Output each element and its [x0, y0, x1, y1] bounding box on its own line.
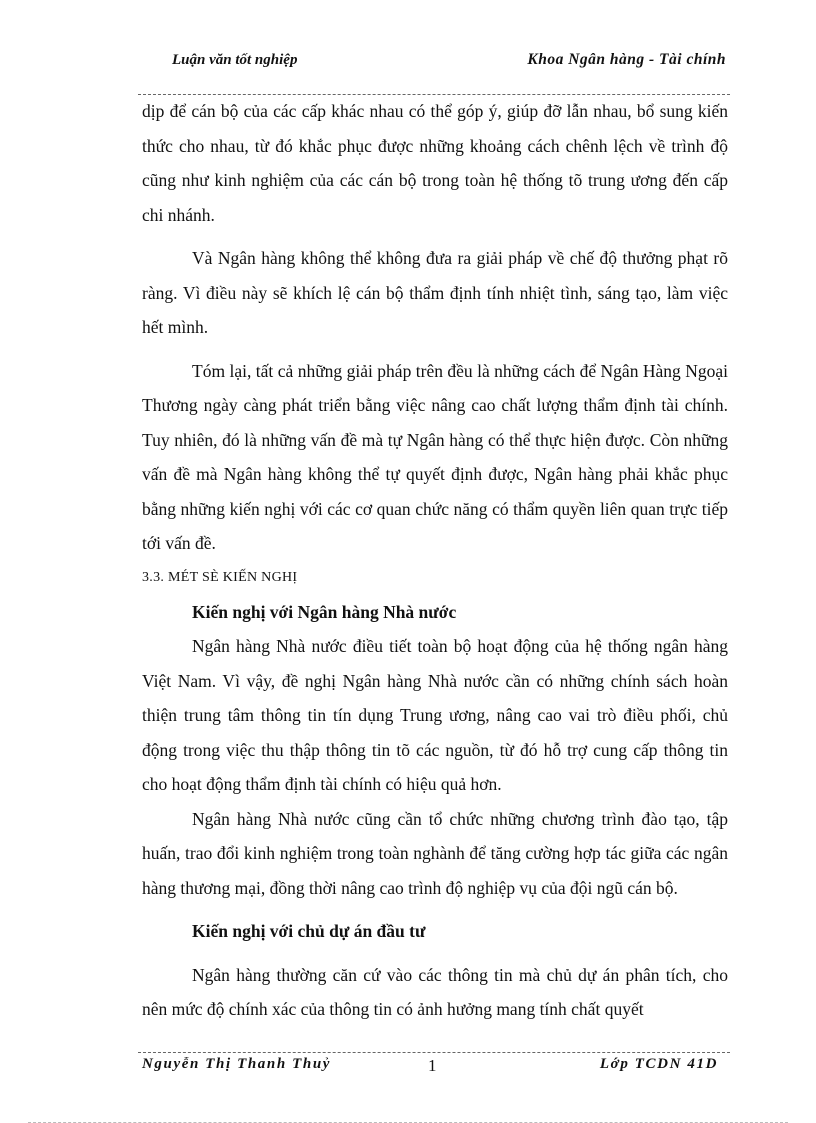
- paragraph-6: Ngân hàng thường căn cứ vào các thông tin mà chủ dự án phân tích, cho nên mức độ chính xác của thông tin có ảnh hưởng mang tính chất quyết: [142, 964, 728, 1019]
- page-header: [138, 48, 730, 95]
- paragraph-4: Ngân hàng Nhà nước điều tiết toàn bộ hoạt động của hệ thống ngân hàng Việt Nam. Vì vậy, đề nghị Ngân hàng Nhà nước cần có những chính sách hoàn thiện trung tâm thông tin tín dụng Trung ương, nâng cao vai trò điều phối, chủ động trong việc thu thập thông tin tõ các nguồn, từ đó hỗ trợ cung cấp thông tin cho hoạt động thẩm định tài chính có hiệu quả hơn.: [142, 636, 728, 794]
- page-number: 1: [428, 1056, 437, 1075]
- document-body: [142, 94, 728, 1027]
- section-title: 3.3. MÉT SÈ KIẾN NGHỊ: [142, 569, 298, 585]
- paragraph-5: Ngân hàng Nhà nước cũng cần tổ chức những chương trình đào tạo, tập huấn, trao đổi kinh nghiệm trong toàn nghành để tăng cường hợp tác giữa các ngân hàng thương mại, đồng thời nâng cao trình độ nghiệp vụ của đội ngũ cán bộ.: [142, 808, 728, 898]
- header-thesis-title: Luận văn tốt nghiệp: [172, 52, 298, 68]
- paragraph-1: dịp để cán bộ của các cấp khác nhau có thể góp ý, giúp đỡ lẫn nhau, bổ sung kiến thức cho nhau, từ đó khắc phục được những khoảng cách chênh lệch về trình độ cũng như kinh nghiệm của các cán bộ trong toàn hệ thống tõ trung ương đến cấp chi nhánh.: [142, 101, 728, 225]
- footer-author: Nguyễn Thị Thanh Thuỷ: [142, 1056, 332, 1072]
- page-footer: [138, 1052, 730, 1077]
- header-faculty: Khoa Ngân hàng - Tài chính: [527, 51, 726, 68]
- footer-class: Lớp TCDN 41D: [599, 1056, 718, 1072]
- subheading-state-bank: Kiến nghị với Ngân hàng Nhà nước: [192, 601, 457, 622]
- paragraph-3: Tóm lại, tất cả những giải pháp trên đều là những cách để Ngân Hàng Ngoại Thương ngày càng phát triển bằng việc nâng cao chất lượng thẩm định tài chính. Tuy nhiên, đó là những vấn đề mà tự Ngân hàng có thể thực hiện được. Còn những vấn đề mà Ngân hàng không thể tự quyết định được, Ngân hàng phải khắc phục bằng những kiến nghị với các cơ quan chức năng có thẩm quyền liên quan trực tiếp tới vấn đề.: [142, 360, 728, 553]
- subheading-project-owner: Kiến nghị với chủ dự án đầu tư: [192, 921, 426, 941]
- paragraph-2: Và Ngân hàng không thể không đưa ra giải pháp về chế độ thưởng phạt rõ ràng. Vì điều này sẽ khích lệ cán bộ thẩm định tính nhiệt tình, sáng tạo, làm việc hết mình.: [142, 248, 728, 337]
